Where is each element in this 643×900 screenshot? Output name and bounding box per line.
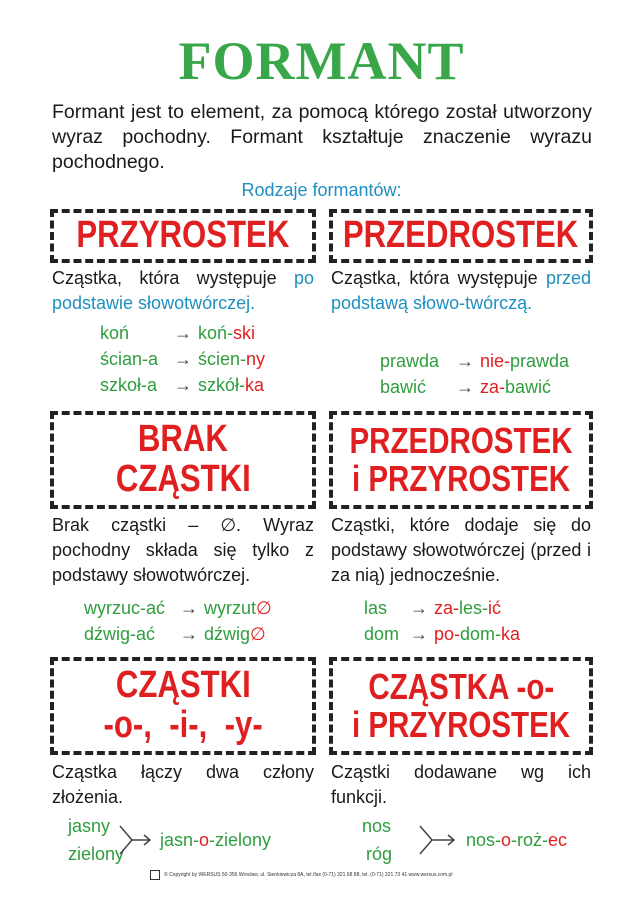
arrow-icon: → <box>180 624 198 644</box>
box-przyrostek-label: PRZYROSTEK <box>76 214 290 257</box>
desc-czastki: Cząstka łączy dwa człony złożenia. <box>52 762 314 807</box>
box-przyrostek <box>50 209 316 263</box>
merge-arrow-icon <box>118 820 154 860</box>
example-row: koń → koń-ski <box>100 320 315 346</box>
cp-result: nos-o-roż-ec <box>466 830 568 850</box>
box-przedrostek-label: PRZEDROSTEK <box>343 214 579 257</box>
box-brak-line2: CZĄSTKI <box>115 458 251 500</box>
publisher-logo-icon <box>150 870 160 880</box>
cp-ex-top: nos <box>362 816 392 836</box>
example-row: dom → po-dom-ka <box>364 621 592 647</box>
desc-przedrostek <box>331 266 591 316</box>
box-przedrostek <box>329 209 593 263</box>
desc-przedrostek-b: przed podstawą słowo-twórczą. <box>331 268 591 313</box>
box-pp-line2: i PRZYROSTEK <box>351 458 571 499</box>
arrow-icon: → <box>174 375 192 395</box>
czastki-result: jasn-o-zielony <box>160 830 272 850</box>
intro-text: Formant jest to element, za pomocą którego został utworzony wyraz pochodny. Formant kształtuje znaczenie wyrazu pochodnego. <box>52 101 592 173</box>
example-row: las → za-les-ić <box>364 595 592 621</box>
box-pp-line1: PRZEDROSTEK <box>349 420 573 462</box>
example-row: prawda → nie-prawda <box>380 348 592 374</box>
box-czastka-przyrostek <box>329 657 593 755</box>
desc-przedrostek-przyrostek: Cząstki, które dodaje się do podstawy słowotwórczej (przed i za nią) jednocześnie. <box>331 515 591 585</box>
desc-przedrostek-a: Cząstka, która występuje <box>331 268 546 288</box>
arrow-icon: → <box>174 349 192 369</box>
examples-przyrostek <box>100 320 315 398</box>
examples-pp <box>364 595 592 647</box>
footer-copyright: © Copyright by WERSUS 50-356 Wrocław, ul. Sienkiewicza 8A, tel./fax (0-71) 321 68 88, tel. (0-71) 321 73 41 www.wersus.com.pl <box>164 872 453 878</box>
desc-czastka-przyrostek: Cząstki dodawane wg ich funkcji. <box>331 762 591 807</box>
examples-brak <box>84 595 314 647</box>
examples-przedrostek <box>380 348 592 400</box>
arrow-icon: → <box>174 323 192 343</box>
box-brak-czastki <box>50 411 316 509</box>
example-row: bawić → za-bawić <box>380 374 592 400</box>
example-row: szkoł-a → szkół-ka <box>100 372 315 398</box>
box-brak-line1: BRAK <box>137 418 229 461</box>
box-czastki-line2: -o-, -i-, -y- <box>103 704 263 746</box>
cp-ex-bottom: róg <box>366 844 393 864</box>
example-row: ścian-a → ścien-ny <box>100 346 315 372</box>
page-title: FORMANT <box>178 31 465 91</box>
box-przedrostek-przyrostek <box>329 411 593 509</box>
box-cp-line1: CZĄSTKA -o- <box>368 666 554 708</box>
example-row: dźwig-ać → dźwig∅ <box>84 621 314 647</box>
box-cp-line2: i PRZYROSTEK <box>351 704 571 745</box>
box-czastki <box>50 657 316 755</box>
arrow-icon: → <box>180 598 198 618</box>
example-row: wyrzuc-ać → wyrzut∅ <box>84 595 314 621</box>
arrow-icon: → <box>410 598 428 618</box>
desc-przyrostek-a: Cząstka, która występuje <box>52 268 294 288</box>
czastki-ex-top: jasny <box>68 816 111 836</box>
subheading: Rodzaje formantów: <box>241 180 402 200</box>
box-czastki-line1: CZĄSTKI <box>115 664 251 707</box>
merge-arrow-icon <box>418 820 458 860</box>
desc-przyrostek-b: po podstawie słowotwórczej. <box>52 268 314 313</box>
desc-brak-czastki: Brak cząstki – ∅. Wyraz pochodny składa się tylko z podstawy słowotwórczej. <box>52 515 314 585</box>
arrow-icon: → <box>456 377 474 397</box>
desc-przyrostek <box>52 266 314 316</box>
arrow-icon: → <box>456 351 474 371</box>
arrow-icon: → <box>410 624 428 644</box>
czastki-ex-bottom: zielony <box>68 844 125 864</box>
